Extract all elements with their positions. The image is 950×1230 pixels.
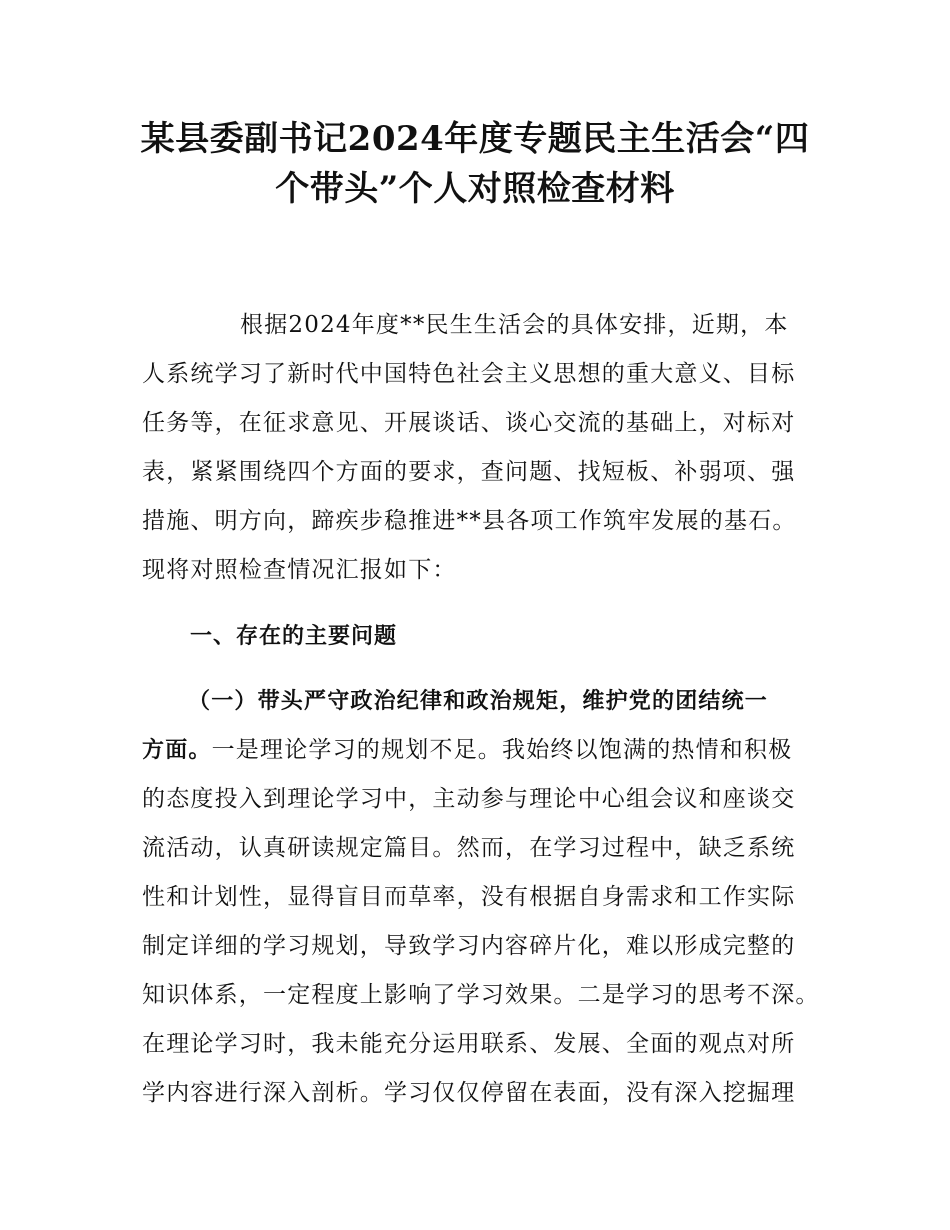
subsection-paragraph bbox=[142, 677, 822, 1118]
intro-line: 表，紧紧围绕四个方面的要求，查问题、找短板、补弱项、强 bbox=[142, 459, 796, 485]
subsection-line-rest: 一是理论学习的规划不足。我始终以饱满的热情和积极 bbox=[211, 737, 793, 763]
intro-line: 人系统学习了新时代中国特色社会主义思想的重大意义、目标 bbox=[142, 361, 796, 387]
subsection-line: 性和计划性，显得盲目而草率，没有根据自身需求和工作实际 bbox=[142, 884, 796, 910]
subsection-line bbox=[142, 726, 822, 775]
title-line-2: 个带头”个人对照检查材料 bbox=[275, 169, 675, 209]
intro-line: 任务等，在征求意见、开展谈话、谈心交流的基础上，对标对 bbox=[142, 410, 796, 436]
subsection-line: 的态度投入到理论学习中，主动参与理论中心组会议和座谈交 bbox=[142, 786, 796, 812]
subsection-line: 制定详细的学习规划，导致学习内容碎片化，难以形成完整的 bbox=[142, 933, 796, 959]
title-line-1: 某县委副书记2024年度专题民主生活会“四 bbox=[140, 119, 810, 159]
subsection-heading: （一）带头严守政治纪律和政治规矩，维护党的团结统一 bbox=[188, 689, 769, 714]
intro-line: 措施、明方向，蹄疾步稳推进**县各项工作筑牢发展的基石。 bbox=[142, 508, 797, 534]
document-title bbox=[120, 114, 830, 214]
intro-line: 现将对照检查情况汇报如下： bbox=[142, 557, 457, 583]
subsection-line: 学内容进行深入剖析。学习仅仅停留在表面，没有深入挖掘理 bbox=[142, 1080, 796, 1106]
subsection-line: 在理论学习时，我未能充分运用联系、发展、全面的观点对所 bbox=[142, 1031, 796, 1057]
intro-paragraph bbox=[142, 301, 822, 595]
subsection-heading-line bbox=[142, 677, 822, 726]
subsection-heading-end: 方面。 bbox=[142, 738, 212, 763]
intro-line: 根据2024年度**民生生活会的具体安排，近期，本 bbox=[240, 312, 789, 338]
subsection-line: 知识体系，一定程度上影响了学习效果。二是学习的思考不深。 bbox=[142, 982, 820, 1008]
section-heading-problems: 一、存在的主要问题 bbox=[190, 624, 398, 649]
subsection-line: 流活动，认真研读规定篇目。然而，在学习过程中，缺乏系统 bbox=[142, 835, 796, 861]
